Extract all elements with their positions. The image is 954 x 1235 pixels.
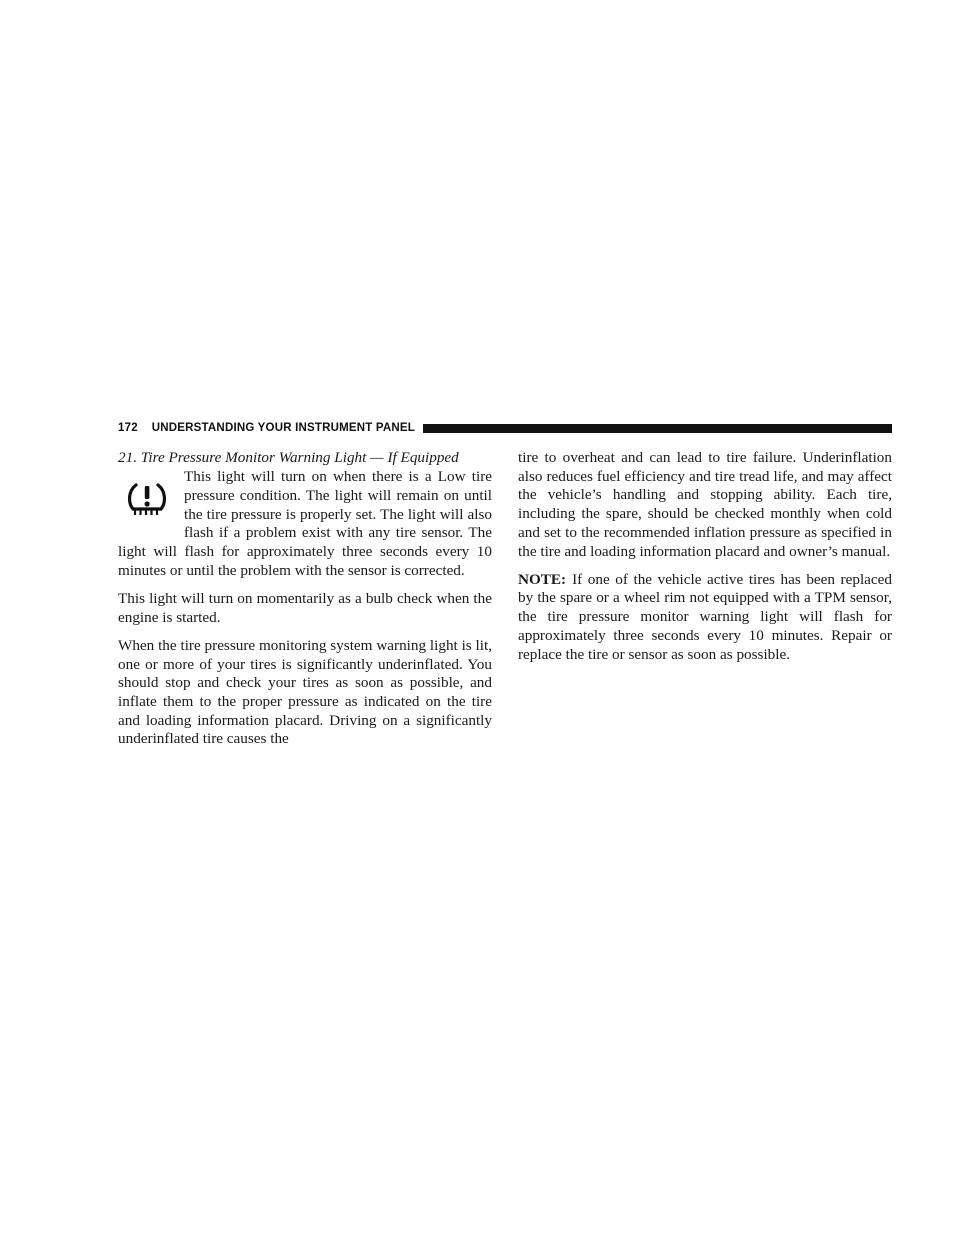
header-rule <box>423 424 892 433</box>
page-number: 172 <box>118 422 138 434</box>
right-column <box>518 449 892 674</box>
note-label: NOTE: <box>518 570 567 588</box>
page-header <box>118 419 892 437</box>
note-paragraph <box>518 571 892 665</box>
tire-pressure-warning-icon <box>118 469 180 525</box>
note-text: If one of the vehicle active tires has been replaced by the spare or a wheel rim not equipped with a TPM sensor, the tire pressure monitor warning light will flash for approximately three seconds every 10 minutes. Repair or replace the tire or sensor as soon as possible. <box>518 570 892 663</box>
left-column <box>118 449 492 759</box>
paragraph-underinflation-warning: When the tire pressure monitoring system warning light is lit, one or more of your tires is significantly underinflated. You should stop and check your tires as soon as possible, and inflate them to the proper pressure as indicated on the tire and loading information placard. Driving on a significantly underinflated tire causes the <box>118 636 492 748</box>
paragraph-tire-failure: tire to overheat and can lead to tire failure. Underinflation also reduces fuel efficiency and tire tread life, and may affect the vehicle’s handling and stopping ability. Each tire, including the spare, should be checked monthly when cold and set to the recommended inflation pressure as specified in the tire and loading information placard and owner’s manual. <box>518 449 892 560</box>
paragraph-bulb-check: This light will turn on momentarily as a bulb check when the engine is started. <box>118 589 492 626</box>
section-title: 21. Tire Pressure Monitor Warning Light — If Equipped <box>118 449 459 466</box>
paragraph-light-description: This light will turn on when there is a Low tire pressure condition. The light will remain on until the tire pressure is properly set. The light will also flash if a problem exist with any tire sensor. The light will flash for approximately three seconds every 10 minutes or until the problem with the sensor is corrected. <box>118 468 492 579</box>
running-title: UNDERSTANDING YOUR INSTRUMENT PANEL <box>151 422 415 434</box>
